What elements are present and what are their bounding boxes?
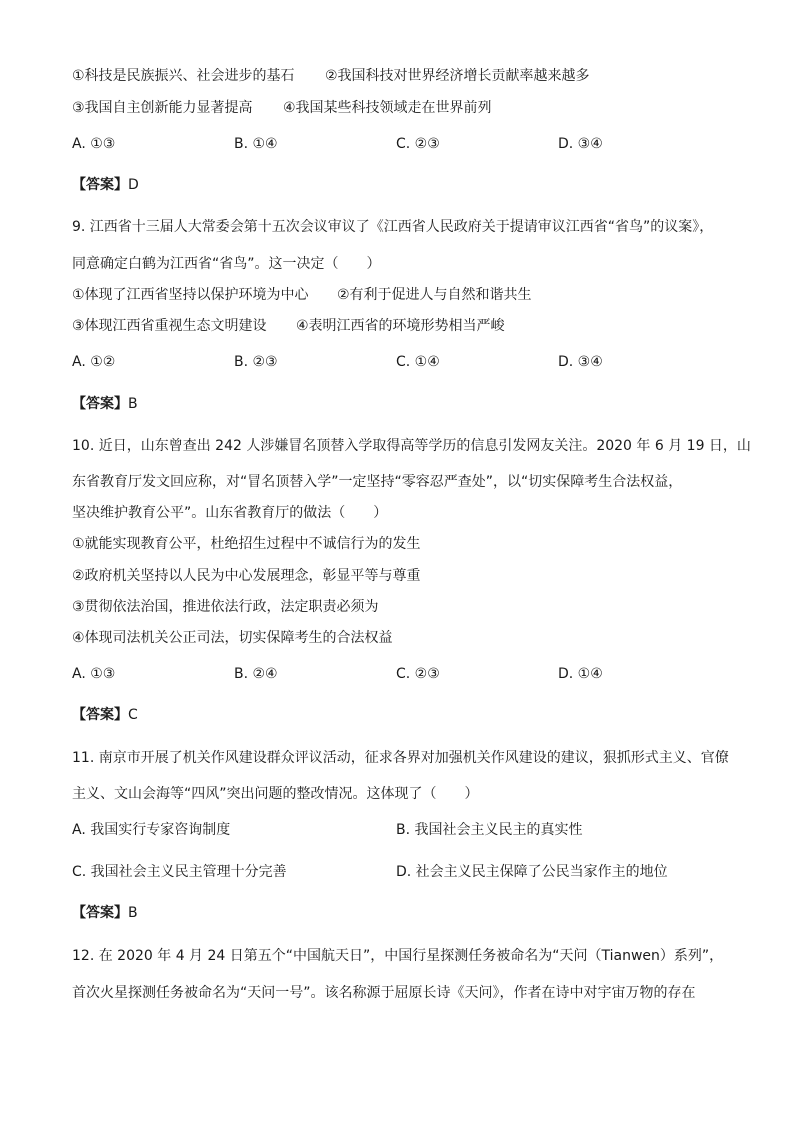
q9-item-2: ②有利于促进人与自然和谐共生 xyxy=(337,287,532,303)
q9-stem-line-1: 9. 江西省十三届人大常委会第十五次会议审议了《江西省人民政府关于提请审议江西省“省鸟”的议案》， xyxy=(72,219,714,235)
q9-answer xyxy=(72,394,138,414)
q11-stem-line-2: 主义、文山会海等“四风”突出问题的整改情况。这体现了（ ） xyxy=(72,786,479,802)
q9-item-3: ③体现江西省重视生态文明建设 xyxy=(72,318,267,334)
q8-item-1: ①科技是民族振兴、社会进步的基石 xyxy=(72,68,295,84)
answer-label: 【答案】 xyxy=(72,905,128,921)
q12-stem-line-2: 首次火星探测任务被命名为“天问一号”。该名称源于屈原长诗《天问》，作者在诗中对宇宙万物的存在 xyxy=(72,985,696,1001)
q8-item-2: ②我国科技对世界经济增长贡献率越来越多 xyxy=(325,68,590,84)
q10-item-4: ④体现司法机关公正司法，切实保障考生的合法权益 xyxy=(72,630,393,646)
q10-stem-line-3: 坚决维护教育公平”。山东省教育厅的做法（ ） xyxy=(72,505,388,521)
q9-option-d: D. ③④ xyxy=(558,354,603,370)
q9-item-4: ④表明江西省的环境形势相当严峻 xyxy=(296,318,505,334)
q10-option-c: C. ②③ xyxy=(396,666,440,682)
q8-item-3: ③我国自主创新能力显著提高 xyxy=(72,100,253,116)
answer-label: 【答案】 xyxy=(72,396,128,412)
q10-item-2: ②政府机关坚持以人民为中心发展理念，彰显平等与尊重 xyxy=(72,568,421,584)
answer-label: 【答案】 xyxy=(72,707,128,723)
q10-stem-line-1: 10. 近日，山东曾查出 242 人涉嫌冒名顶替入学取得高等学历的信息引发网友关注。2020 年 6 月 19 日，山 xyxy=(72,438,751,454)
q8-item-4: ④我国某些科技领域走在世界前列 xyxy=(283,100,492,116)
q11-option-b: B. 我国社会主义民主的真实性 xyxy=(396,822,583,838)
answer-value: C xyxy=(128,707,138,723)
q9-option-c: C. ①④ xyxy=(396,354,440,370)
q12-stem-line-1: 12. 在 2020 年 4 月 24 日第五个“中国航天日”，中国行星探测任务被命名为“天问（Tianwen）系列”， xyxy=(72,948,724,964)
q8-option-b: B. ①④ xyxy=(234,136,278,152)
q11-stem-line-1: 11. 南京市开展了机关作风建设群众评议活动，征求各界对加强机关作风建设的建议，狠抓形式主义、官僚 xyxy=(72,750,729,766)
q9-option-a: A. ①② xyxy=(72,354,116,370)
q11-answer xyxy=(72,903,138,923)
q11-option-c: C. 我国社会主义民主管理十分完善 xyxy=(72,864,287,880)
q10-option-b: B. ②④ xyxy=(234,666,278,682)
q9-item-1: ①体现了江西省坚持以保护环境为中心 xyxy=(72,287,309,303)
answer-value: D xyxy=(128,177,139,193)
q10-option-d: D. ①④ xyxy=(558,666,603,682)
answer-value: B xyxy=(128,396,138,412)
q9-option-b: B. ②③ xyxy=(234,354,278,370)
answer-label: 【答案】 xyxy=(72,177,128,193)
q8-option-a: A. ①③ xyxy=(72,136,116,152)
q8-option-c: C. ②③ xyxy=(396,136,440,152)
q9-stem-line-2: 同意确定白鹤为江西省“省鸟”。这一决定（ ） xyxy=(72,256,381,272)
q8-answer xyxy=(72,175,139,195)
q11-option-d: D. 社会主义民主保障了公民当家作主的地位 xyxy=(396,864,668,880)
q10-option-a: A. ①③ xyxy=(72,666,116,682)
q10-item-3: ③贯彻依法治国，推进依法行政，法定职责必须为 xyxy=(72,599,379,615)
q10-stem-line-2: 东省教育厅发文回应称，对“冒名顶替入学”一定坚持“零容忍严查处”，以“切实保障考生合法权益， xyxy=(72,474,683,490)
answer-value: B xyxy=(128,905,138,921)
q8-option-d: D. ③④ xyxy=(558,136,603,152)
q10-item-1: ①就能实现教育公平，杜绝招生过程中不诚信行为的发生 xyxy=(72,536,421,552)
q11-option-a: A. 我国实行专家咨询制度 xyxy=(72,822,231,838)
q10-answer xyxy=(72,705,138,725)
